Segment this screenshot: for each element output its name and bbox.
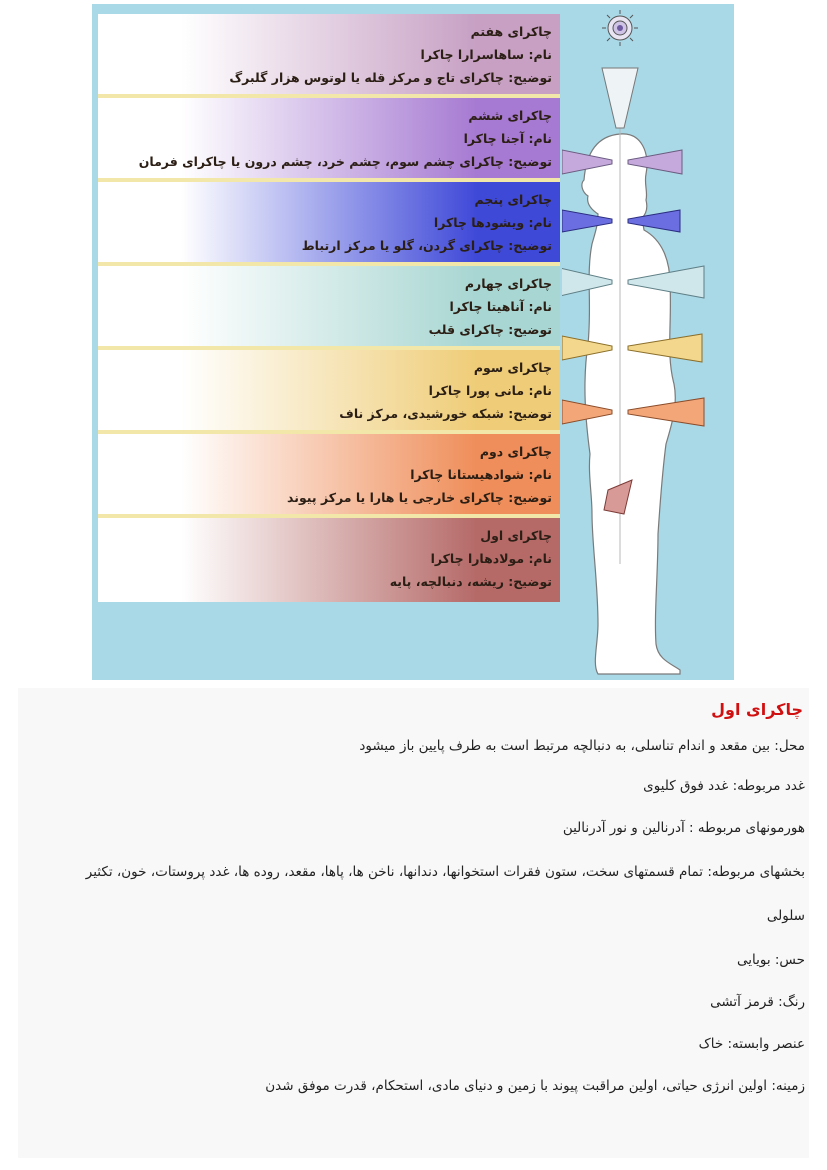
- chakra-description: توضیح: چاکرای گردن، گلو یا مرکز ارتباط: [301, 238, 552, 253]
- chakra-panel-first: [98, 518, 560, 602]
- chakra-title: چاکرای چهارم: [464, 276, 552, 291]
- crown-cone: [602, 68, 638, 128]
- chakra-panel-fifth: [98, 182, 560, 266]
- chakra-title: چاکرای سوم: [473, 360, 552, 375]
- chakra-description: توضیح: چاکرای خارجی یا هارا یا مرکز پیوند: [287, 490, 552, 505]
- chakra-title: چاکرای دوم: [479, 444, 552, 459]
- lotus-icon: [602, 10, 638, 46]
- section-heading: چاکرای اول: [711, 700, 803, 719]
- body-silhouette: [562, 4, 734, 680]
- chakra-name: نام: مانی پورا چاکرا: [428, 383, 552, 398]
- chakra-name: نام: آناهیتا چاکرا: [449, 299, 552, 314]
- chakra-title: چاکرای پنجم: [474, 192, 552, 207]
- chakra-panel-fourth: [98, 266, 560, 350]
- chakra-panel-second: [98, 434, 560, 518]
- paragraph-body-parts: بخشهای مربوطه: تمام قسمتهای سخت، ستون فقرات استخوانها، دندانها، ناخن ها، پاها، مقعد، روده ها، غدد پروستات، خون، تکثیر: [85, 864, 805, 880]
- paragraph-hormones: هورمونهای مربوطه : آدرنالین و نور آدرنالین: [562, 820, 805, 836]
- chakra-description: توضیح: چاکرای قلب: [428, 322, 552, 337]
- paragraph-element: عنصر وابسته: خاک: [698, 1036, 805, 1052]
- chakra-figure: [92, 4, 734, 680]
- chakra-name: نام: ساهاسرارا چاکرا: [420, 47, 552, 62]
- chakra-title: چاکرای اول: [480, 528, 552, 543]
- paragraph-location: محل: بین مقعد و اندام تناسلی، به دنبالچه مرتبط است به طرف پایین باز میشود: [359, 738, 805, 754]
- chakra-description: توضیح: چاکرای تاج و مرکز قله یا لوتوس هزار گلبرگ: [229, 70, 552, 85]
- chakra-description: توضیح: ریشه، دنبالچه، پایه: [389, 574, 552, 589]
- chakra-name: نام: ویشودها چاکرا: [433, 215, 552, 230]
- chakra-panel-seventh: [98, 14, 560, 98]
- chakra-name: نام: شوادهیستانا چاکرا: [410, 467, 552, 482]
- body-illustration: [562, 4, 734, 680]
- paragraph-glands: غدد مربوطه: غدد فوق کلیوی: [643, 778, 805, 794]
- chakra-name: نام: آجنا چاکرا: [463, 131, 552, 146]
- paragraph-body-parts-cont: سلولی: [766, 908, 805, 924]
- paragraph-sense: حس: بویایی: [736, 952, 805, 968]
- chakra-panel-third: [98, 350, 560, 434]
- paragraph-color: رنگ: قرمز آتشی: [710, 994, 805, 1010]
- article: [18, 688, 809, 1158]
- chakra-name: نام: مولادهارا چاکرا: [430, 551, 552, 566]
- chakra-description: توضیح: شبکه خورشیدی، مرکز ناف: [339, 406, 552, 421]
- chakra-title: چاکرای ششم: [468, 108, 552, 123]
- chakra-panel-sixth: [98, 98, 560, 182]
- chakra-description: توضیح: چاکرای چشم سوم، چشم خرد، چشم درون یا چاکرای فرمان: [138, 154, 552, 169]
- paragraph-context: زمینه: اولین انرژی حیاتی، اولین مراقبت پیوند با زمین و دنیای مادی، استحکام، قدرت موفق شدن: [265, 1078, 805, 1094]
- chakra-title: چاکرای هفتم: [470, 24, 552, 39]
